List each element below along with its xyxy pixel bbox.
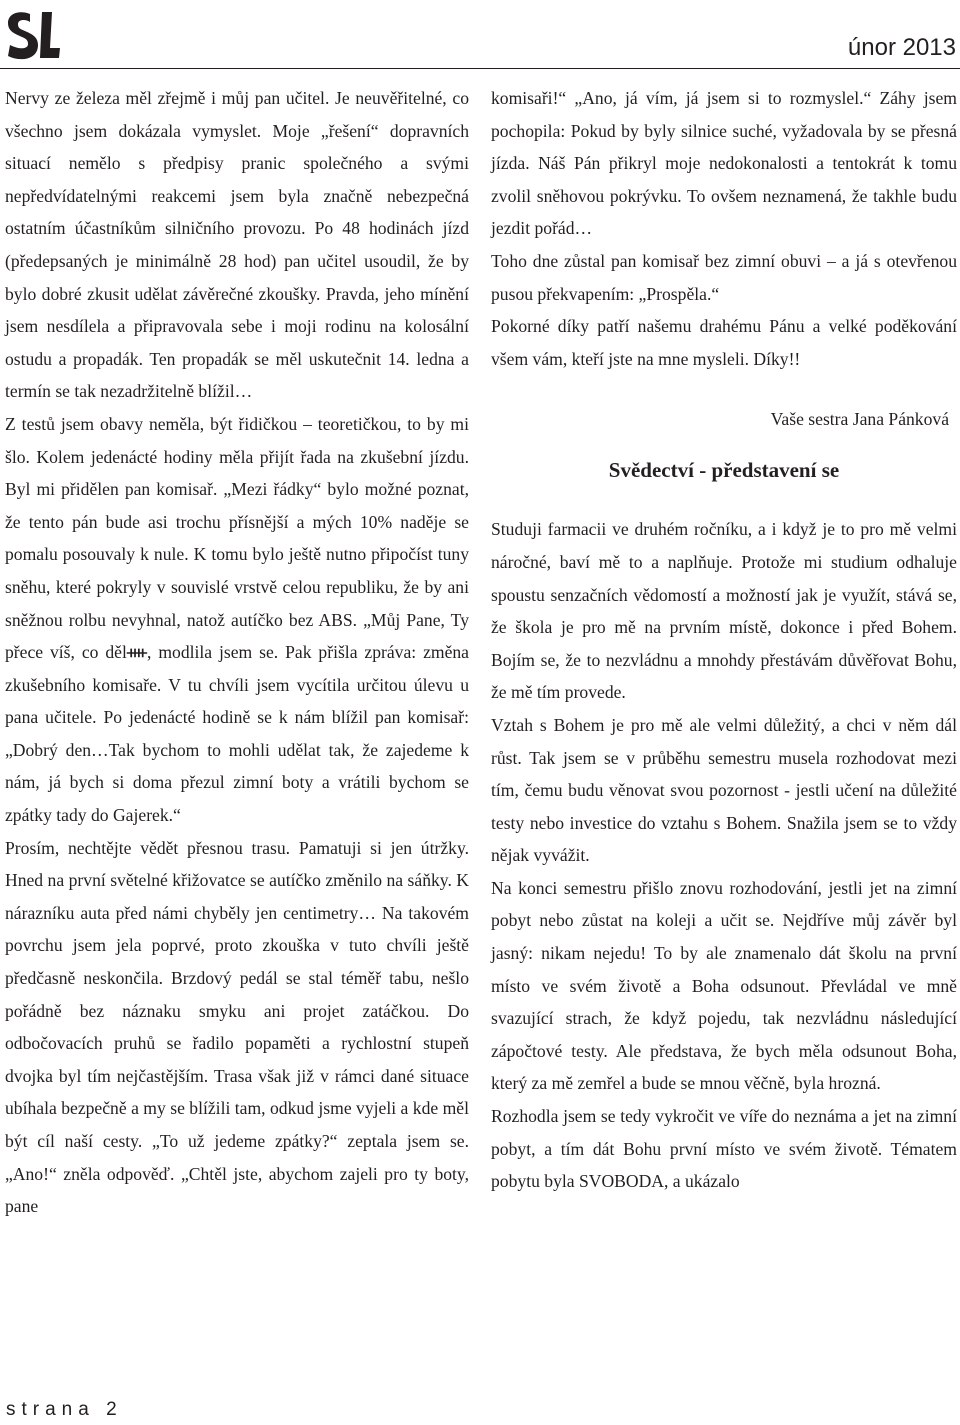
paragraph: Toho dne zůstal pan komisař bez zimní obuvi – a já s otevřenou pusou překvapením: „Prospěla.“: [491, 250, 957, 304]
paragraph: Studuji farmacii ve druhém ročníku, a i když je to pro mě velmi náročné, baví mě to a naplňuje. Protože mi studium odhaluje spoustu senzačních vědomostí a možností jak je využít, stává se, že škola je pro mě na prvním místě, dokonce i před Bohem. Bojím se, že to nezvládnu a mnohdy přestávám důvěřovat Bohu, že mě tím provede.: [491, 519, 957, 703]
paragraph: Z testů jsem obavy neměla, být řidičkou – teoretičkou, to by mi šlo. Kolem jedenácté hodiny měla přijít řada na zkušební jízdu. Byl mi přidělen pan komisař. „Mezi řádky“ bylo možné poznat, že tento pán bude asi trochu přísnější a mých 10% naděje se pomalu posouvaly k nule. K tomu bylo ještě nutno připočíst tuny sněhu, které pokryly v souvislé vrstvě celou republiku, že by ani sněžnou rolbu nevyhnal, natož autíčko bez ABS. „Můj Pane, Ty přece víš, co dělᚓ, modlila jsem se. Pak přišla zpráva: změna zkušebního komisaře. V tu chvíli jsem vycítila určitou úlevu u pana učitele. Po jedenácté hodině se k nám blížil pan komisař: „Dobrý den…Tak bychom to mohli udělat tak, že zajedeme k nám, já bych si doma přezul zimní boty a vrátili bychom se zpátky tady do Gajerek.“: [5, 413, 469, 826]
paragraph: Na konci semestru přišlo znovu rozhodování, jestli jet na zimní pobyt nebo zůstat na koleji a učit se. Nejdříve můj závěr byl jasný: nikam nejedu! To by ale znamenalo dát školu na první místo ve svém životě a Boha odsunout. Převládal ve mně svazující strach, že když pojedu, tak nezvládnu následující zápočtové testy. Ale představa, že bych měla odsunout Boha, který za mě zemřel a bude se mnou věčně, byla hrozná.: [491, 877, 957, 1094]
right-column: [491, 82, 957, 1198]
paragraph: Vztah s Bohem je pro mě ale velmi důležitý, a chci v něm dál růst. Tak jsem se v průběhu semestru musela rozhodovat mezi tím, čemu budu věnovat svou pozornost - jestli učení na důležité testy nebo investice do vztahu s Bohem. Snažila jsem se to vždy nějak vyvážit.: [491, 714, 957, 866]
author-signature: Vaše sestra Jana Pánková: [770, 409, 949, 430]
paragraph: Pokorné díky patří našemu drahému Pánu a velké poděkování všem vám, kteří jste na mne mysleli. Díky!!: [491, 316, 957, 369]
issue-date: únor 2013: [847, 34, 956, 61]
header-divider: [0, 68, 960, 69]
si-logo: [6, 10, 62, 62]
left-column: [5, 82, 469, 1223]
paragraph: Prosím, nechtějte vědět přesnou trasu. Pamatuji si jen útržky. Hned na první světelné křižovatce se autíčko změnilo na sáňky. K nárazníku auta před námi chyběly jen centimetry… Na takovém povrchu jsem jela poprvé, proto zkouška v tuto chvíli ještě předčasně neskončila. Brzdový pedál se stal téměř tabu, nešlo pořádně bez náznaku smyku ani projet zatáčkou. Do odbočovacích pruhů se řadilo popaměti a rychlostní stupeň dvojka byl tím nejčastějším. Trasa však již v rámci dané situace ubíhala bezpečně a my se blížili tam, odkud jsme vyjeli a kde měl být cíl naší cesty. „To už jedeme zpátky?“ zeptala jsem se. „Ano!“ zněla odpověď. „Chtěl jste, abychom zajeli pro ty boty, pane: [5, 837, 469, 1217]
page-number: strana 2: [6, 1399, 123, 1420]
logo-i-shape: [40, 12, 60, 58]
paragraph: Nervy ze železa měl zřejmě i můj pan učitel. Je neuvěřitelné, co všechno jsem dokázala vymyslet. Moje „řešení“ dopravních situací nemělo s předpisy pranic společného a svými nepředvídatelnými reakcemi jsem byla značně nebezpečná ostatním účastníkům silničního provozu. Po 48 hodinách jízd (předepsaných je minimálně 28 hod) pan učitel usoudil, že by bylo dobré zkusit udělat závěrečné zkoušky. Pravda, jeho mínění jsem nesdílela a připravovala sebe i moji rodinu na kolosální ostudu a propadák. Ten propadák se měl uskutečnit 14. ledna a termín se tak nezadržitelně blížil…: [5, 88, 469, 402]
article-title: Svědectví - představení se: [608, 458, 840, 483]
paragraph: komisaři!“ „Ano, já vím, já jsem si to rozmyslel.“ Záhy jsem pochopila: Pokud by byly silnice suché, vyžadovala by se přesná jízda. Náš Pán přikryl moje nedokonalosti a tentokrát k tomu zvolil sněhovou pokrývku. To ovšem neznamená, že takhle budu jezdit pořád…: [491, 88, 957, 239]
paragraph: Rozhodla jsem se tedy vykročit ve víře do neznáma a jet na zimní pobyt, a tím dát Bohu první místo ve svém životě. Tématem pobytu byla SVOBODA, a ukázalo: [491, 1106, 957, 1192]
logo-s-shape: [8, 12, 38, 59]
